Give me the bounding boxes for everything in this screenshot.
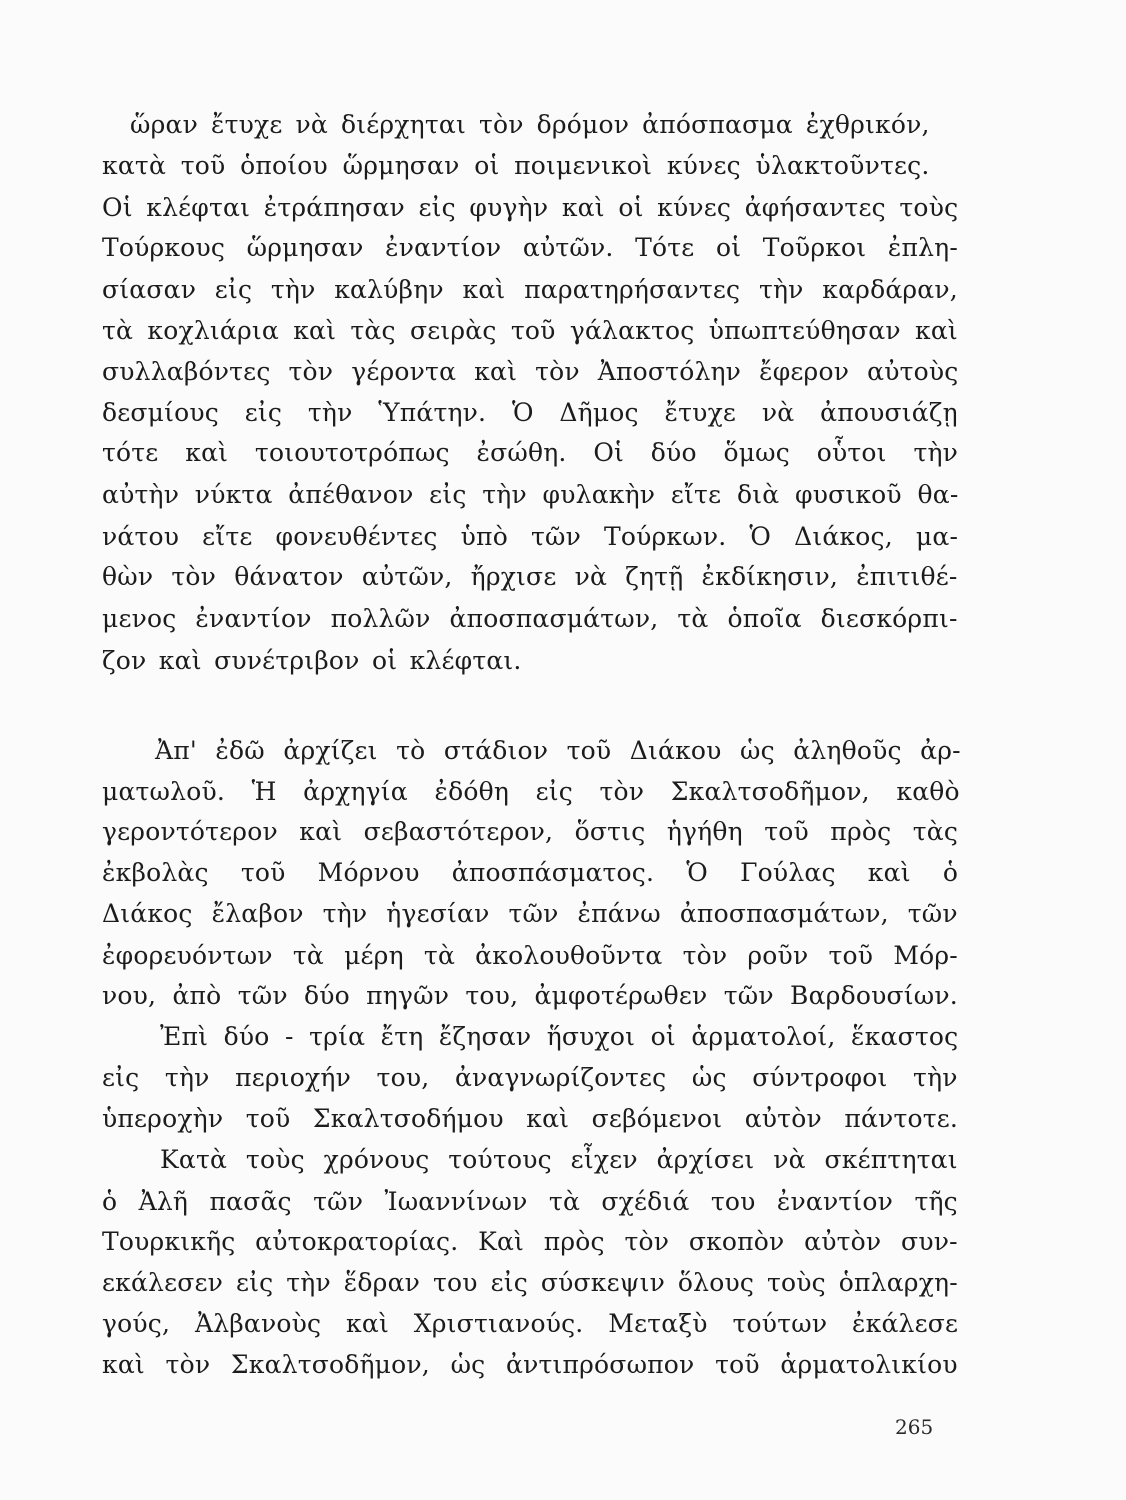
text-line: Τούρκους ὥρμησαν ἐναντίον αὐτῶν. Τότε οἱ Τοῦρκοι ἐπλη- (102, 233, 958, 262)
text-line: σίασαν εἰς τὴν καλύβην καὶ παρατηρήσαντες τὴν καρδάραν, (102, 275, 958, 304)
text-line: ὥραν ἔτυχε νὰ διέρχηται τὸν δρόμον ἀπόσπασμα ἐχθρικόν, (130, 110, 930, 139)
text-line: τότε καὶ τοιουτοτρόπως ἐσώθη. Οἱ δύο ὅμως οὗτοι τὴν (102, 438, 959, 467)
text-line: ἐφορευόντων τὰ μέρη τὰ ἀκολουθοῦντα τὸν ροῦν τοῦ Μόρ- (102, 941, 958, 970)
text-line: δεσμίους εἰς τὴν Ὑπάτην. Ὁ Δῆμος ἔτυχε νὰ ἀπουσιάζῃ (102, 398, 958, 427)
text-line: εκάλεσεν εἰς τὴν ἕδραν του εἰς σύσκεψιν ὅλους τοὺς ὁπλαρχη- (102, 1268, 958, 1297)
text-line: Ἐπὶ δύο - τρία ἔτη ἔζησαν ἥσυχοι οἱ ἁρματολοί, ἕκαστος (160, 1022, 959, 1051)
page-number: 265 (895, 1415, 934, 1439)
text-line: αὐτὴν νύκτα ἀπέθανον εἰς τὴν φυλακὴν εἴτε διὰ φυσικοῦ θα- (102, 480, 959, 509)
text-line: νάτου εἴτε φονευθέντες ὑπὸ τῶν Τούρκων. Ὁ Διάκος, μα- (102, 522, 959, 551)
text-line: Διάκος ἔλαβον τὴν ἡγεσίαν τῶν ἐπάνω ἀποσπασμάτων, τῶν (102, 899, 958, 928)
text-line: μενος ἐναντίον πολλῶν ἀποσπασμάτων, τὰ ὁποῖα διεσκόρπι- (102, 604, 958, 633)
text-line: γεροντότερον καὶ σεβαστότερον, ὅστις ἡγήθη τοῦ πρὸς τὰς (102, 817, 959, 846)
text-line: ὁ Ἀλῆ πασᾶς τῶν Ἰωαννίνων τὰ σχέδιά του ἐναντίον τῆς (102, 1187, 958, 1216)
text-line: Ἀπ' ἐδῶ ἀρχίζει τὸ στάδιον τοῦ Διάκου ὡς ἀληθοῦς ἀρ- (155, 736, 961, 765)
text-line: ἐκβολὰς τοῦ Μόρνου ἀποσπάσματος. Ὁ Γούλας καὶ ὁ (102, 858, 959, 887)
text-line: Τουρκικῆς αὐτοκρατορίας. Καὶ πρὸς τὸν σκοπὸν αὐτὸν συν- (102, 1227, 958, 1256)
text-line: συλλαβόντες τὸν γέροντα καὶ τὸν Ἀποστόλην ἔφερον αὐτοὺς (102, 357, 959, 386)
text-line: Κατὰ τοὺς χρόνους τούτους εἶχεν ἀρχίσει νὰ σκέπτηται (160, 1145, 958, 1174)
text-line: ὑπεροχὴν τοῦ Σκαλτσοδήμου καὶ σεβόμενοι αὐτὸν πάντοτε. (102, 1104, 959, 1133)
text-line: Οἱ κλέφται ἐτράπησαν εἰς φυγὴν καὶ οἱ κύνες ἀφήσαντες τοὺς (102, 193, 959, 222)
text-line: γούς, Ἀλβανοὺς καὶ Χριστιανούς. Μεταξὺ τούτων ἐκάλεσε (102, 1309, 959, 1338)
text-line: θὼν τὸν θάνατον αὐτῶν, ἤρχισε νὰ ζητῇ ἐκδίκησιν, ἐπιτιθέ- (102, 562, 958, 591)
text-line: καὶ τὸν Σκαλτσοδῆμον, ὡς ἀντιπρόσωπον τοῦ ἁρματολικίου (102, 1350, 958, 1379)
text-line: τὰ κοχλιάρια καὶ τὰς σειρὰς τοῦ γάλακτος ὑπωπτεύθησαν καὶ (102, 316, 958, 345)
text-line: κατὰ τοῦ ὁποίου ὥρμησαν οἱ ποιμενικοὶ κύνες ὑλακτοῦντες. (102, 151, 930, 180)
text-line: νου, ἀπὸ τῶν δύο πηγῶν του, ἀμφοτέρωθεν τῶν Βαρδουσίων. (102, 981, 958, 1010)
text-line: ματωλοῦ. Ἡ ἀρχηγία ἐδόθη εἰς τὸν Σκαλτσοδῆμον, καθὸ (102, 777, 960, 806)
text-line: εἰς τὴν περιοχήν του, ἀναγνωρίζοντες ὡς σύντροφοι τὴν (102, 1063, 958, 1092)
text-line: ζον καὶ συνέτριβον οἱ κλέφται. (102, 646, 522, 675)
